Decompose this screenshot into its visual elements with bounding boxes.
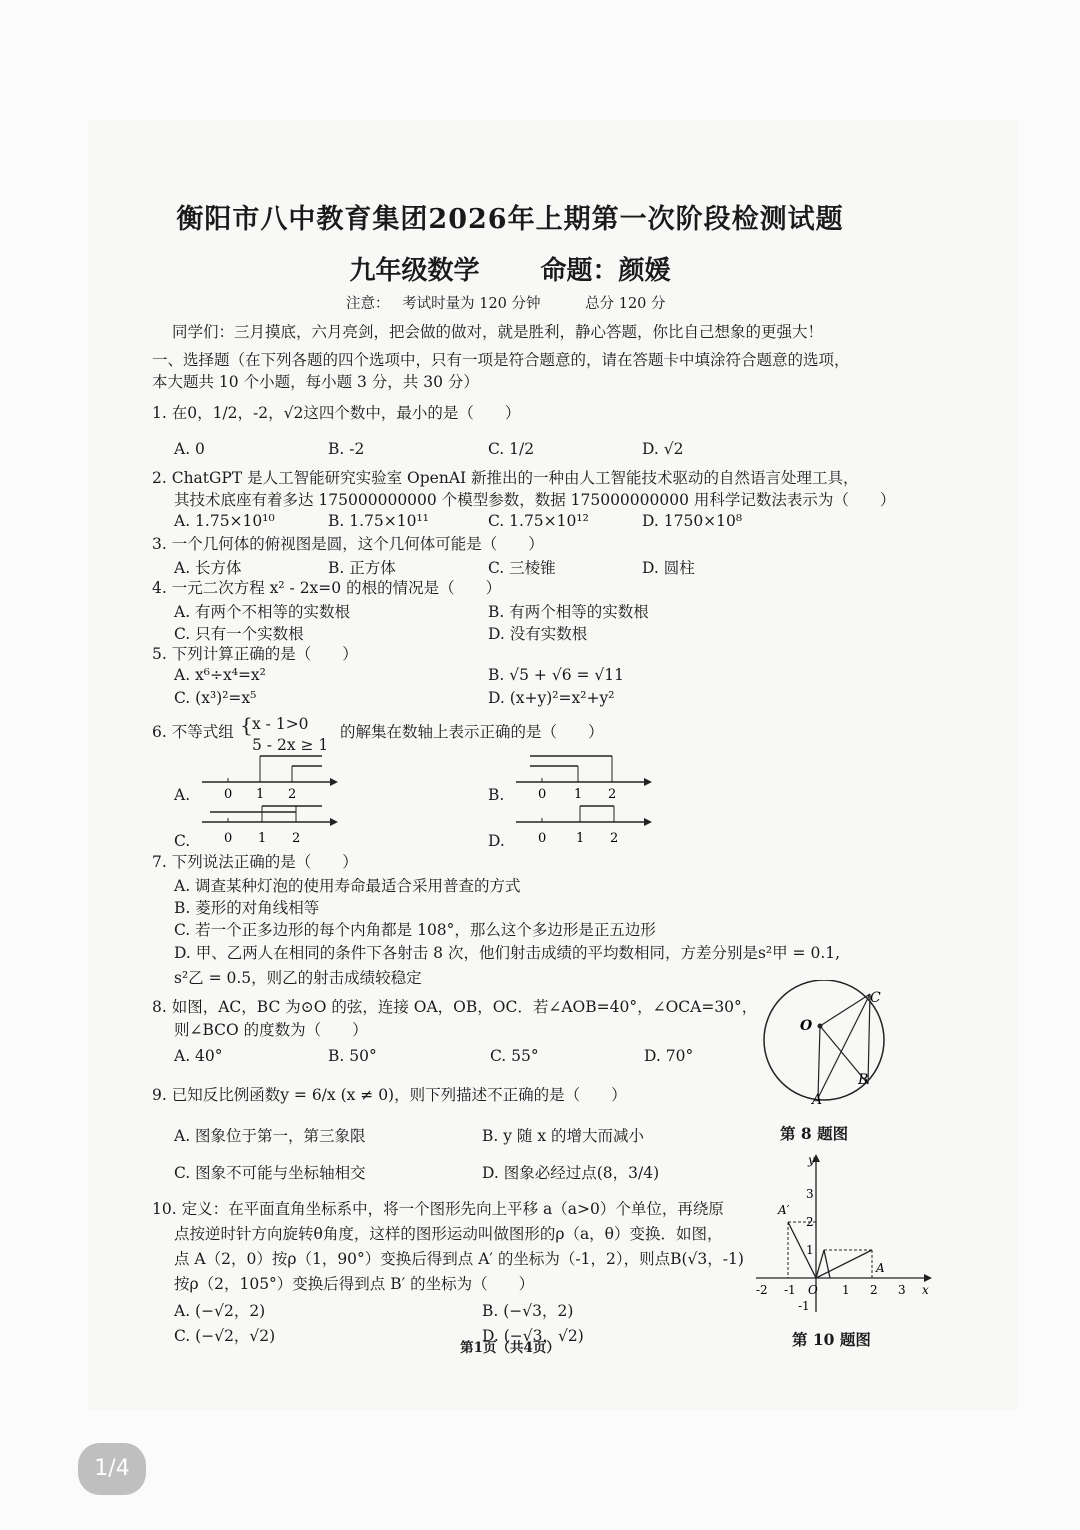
q6-option-b-label: B. [488,786,505,804]
x-tick: O [808,1283,818,1297]
q8-option-b: B. 50° [328,1047,377,1065]
segment-o-mid [816,1250,824,1278]
note-score: 总分 120 分 [585,296,666,312]
q1-option-c: C. 1/2 [488,440,535,458]
q10-caption: 第 10 题图 [792,1330,871,1349]
x-tick: 2 [870,1283,878,1297]
y-tick: 3 [806,1187,814,1201]
q9-stem: 9. 已知反比例函数y = 6/x (x ≠ 0)，则下列描述不正确的是（ ） [152,1086,627,1104]
note-time: 考试时量为 120 分钟 [402,296,541,312]
q6-inequality-1: x - 1>0 [252,715,309,733]
q1-option-d: D. √2 [642,440,684,458]
q4-stem: 4. 一元二次方程 x² - 2x=0 的根的情况是（ ） [152,579,502,597]
subject-label: 九年级数学 [349,256,480,286]
q3-option-c: C. 三棱锥 [488,559,556,577]
q5-option-c: C. (x³)²=x⁵ [174,689,257,707]
q10-option-c: C. (−√2，√2) [174,1327,276,1345]
q9-option-a: A. 图象位于第一，第三象限 [174,1127,366,1145]
q8-option-d: D. 70° [644,1047,694,1065]
q6-number-line-d [512,800,652,848]
q6-option-a-label: A. [174,786,191,804]
q10-option-d: D. (−√3，√2) [482,1327,584,1345]
tick-label: 1 [258,831,267,846]
q2-option-c: C. 1.75×10¹² [488,512,589,530]
radius-oa [818,1026,820,1098]
label-b: B [858,1072,869,1088]
q5-option-d: D. (x+y)²=x²+y² [488,689,615,707]
q1-stem: 1. 在0，1/2，-2，√2这四个数中，最小的是（ ） [152,404,521,422]
q8-line2: 则∠BCO 的度数为（ ） [174,1021,368,1039]
q6-option-d-label: D. [488,832,505,850]
q7-option-d-line2: s²乙 = 0.5，则乙的射击成绩较稳定 [174,969,422,987]
q10-option-a: A. (−√2，2) [174,1302,266,1320]
q6-stem-post: 的解集在数轴上表示正确的是（ ） [340,723,604,741]
q2-option-a: A. 1.75×10¹⁰ [174,512,275,530]
q6-stem-pre: 6. 不等式组 [152,723,234,741]
tick-label: 2 [288,787,297,802]
q10-line4: 按ρ（2，105°）变换后得到点 B′ 的坐标为（ ） [174,1275,535,1293]
q4-option-b: B. 有两个相等的实数根 [488,603,649,621]
q9-option-b: B. y 随 x 的增大而减小 [482,1127,645,1145]
q7-option-b: B. 菱形的对角线相等 [174,899,320,917]
q7-option-c: C. 若一个正多边形的每个内角都是 108°，那么这个多边形是正五边形 [174,921,656,939]
axis-label-y: y [808,1153,815,1167]
label-c: C [870,990,881,1006]
q9-option-c: C. 图象不可能与坐标轴相交 [174,1164,366,1182]
q3-option-b: B. 正方体 [328,559,396,577]
tick-label: 1 [256,787,265,802]
page-footer: 第1页（共4页） [460,1340,560,1356]
tick-label: 2 [608,787,617,802]
q5-option-b: B. √5 + √6 = √11 [488,666,625,684]
q10-coordinate-figure [752,1152,934,1318]
q6-number-line-a [198,752,338,802]
x-tick: 3 [898,1283,906,1297]
y-tick: 1 [806,1243,814,1257]
exam-note [346,292,706,313]
q4-option-c: C. 只有一个实数根 [174,625,304,643]
q2-line2: 其技术底座有着多达 175000000000 个模型参数，数据 175000000000 用科学记数法表示为（ ） [174,491,896,509]
label-a: A [812,1092,823,1106]
q10-option-b: B. (−√3，2) [482,1302,574,1320]
q8-line1: 8. 如图，AC，BC 为⊙O 的弦，连接 OA，OB，OC．若∠AOB=40°，∠OCA=30°， [152,998,758,1016]
q10-line1: 10. 定义：在平面直角坐标系中，将一个图形先向上平移 a（a>0）个单位，再绕原 [152,1200,724,1218]
section-heading-line2: 本大题共 10 个小题，每小题 3 分，共 30 分） [152,373,479,391]
tick-label: 1 [574,787,583,802]
page-indicator[interactable]: 1/4 [78,1443,146,1495]
tick-label: 0 [538,831,547,846]
y-tick: 2 [806,1215,814,1229]
exam-subtitle [0,250,1020,287]
label-a: A [876,1261,885,1275]
q5-stem: 5. 下列计算正确的是（ ） [152,645,358,663]
x-tick: -2 [756,1283,768,1297]
x-tick: -1 [784,1283,796,1297]
q8-circle-figure [752,980,902,1106]
exam-title: 衡阳市八中教育集团2026年上期第一次阶段检测试题 [176,204,844,235]
section-heading-line1: 一、选择题（在下列各题的四个选项中，只有一项是符合题意的，请在答题卡中填涂符合题意的选项， [152,351,850,369]
note-label: 注意： [346,296,390,312]
x-tick: 1 [842,1283,850,1297]
q4-option-d: D. 没有实数根 [488,625,588,643]
tick-label: 2 [610,831,619,846]
tick-label: 1 [576,831,585,846]
q2-option-d: D. 1750×10⁸ [642,512,743,530]
q7-stem: 7. 下列说法正确的是（ ） [152,853,358,871]
q6-option-c-label: C. [174,832,191,850]
greeting: 同学们：三月摸底，六月亮剑，把会做的做对，就是胜利，静心答题，你比自己想象的更强大！ [172,323,824,341]
tick-label: 2 [292,831,301,846]
q3-option-a: A. 长方体 [174,559,242,577]
q10-line2: 点按逆时针方向旋转θ角度，这样的图形运动叫做图形的ρ（a，θ）变换．如图， [174,1225,723,1243]
q4-option-a: A. 有两个不相等的实数根 [174,603,351,621]
q1-option-a: A. 0 [174,440,205,458]
label-a-prime: A′ [778,1203,790,1217]
q3-option-d: D. 圆柱 [642,559,695,577]
q8-option-c: C. 55° [490,1047,539,1065]
q5-option-a: A. x⁶÷x⁴=x² [174,666,266,684]
q2-line1: 2. ChatGPT 是人工智能研究实验室 OpenAI 新推出的一种由人工智能技术驱动的自然语言处理工具， [152,469,859,487]
tick-label: 0 [224,831,233,846]
axis-label-x: x [922,1283,929,1297]
tick-label: 0 [538,787,547,802]
q6-number-line-c [198,800,338,848]
q1-option-b: B. -2 [328,440,365,458]
q8-caption: 第 8 题图 [780,1124,849,1143]
q6-number-line-b [512,752,652,802]
q6-brace: { [240,713,253,737]
tick-label: 0 [224,787,233,802]
label-o: O [800,1018,813,1034]
y-tick: -1 [798,1299,810,1313]
q9-option-d: D. 图象必经过点(8，3/4) [482,1164,660,1182]
q7-option-d-line1: D. 甲、乙两人在相同的条件下各射击 8 次，他们射击成绩的平均数相同，方差分别是s²甲 = 0.1, [174,944,841,962]
chord-bc [868,994,870,1084]
q8-option-a: A. 40° [174,1047,223,1065]
center-point [818,1024,823,1029]
q10-line3: 点 A（2，0）按ρ（1，90°）变换后得到点 A′ 的坐标为（-1，2），则点B(√3，-1) [174,1250,744,1268]
q7-option-a: A. 调查某种灯泡的使用寿命最适合采用普查的方式 [174,877,521,895]
q6-inequality-2: 5 - 2x ≥ 1 [252,736,329,754]
q3-stem: 3. 一个几何体的俯视图是圆，这个几何体可能是（ ） [152,535,544,553]
author-label: 命题：颜媛 [540,256,671,286]
q2-option-b: B. 1.75×10¹¹ [328,512,429,530]
